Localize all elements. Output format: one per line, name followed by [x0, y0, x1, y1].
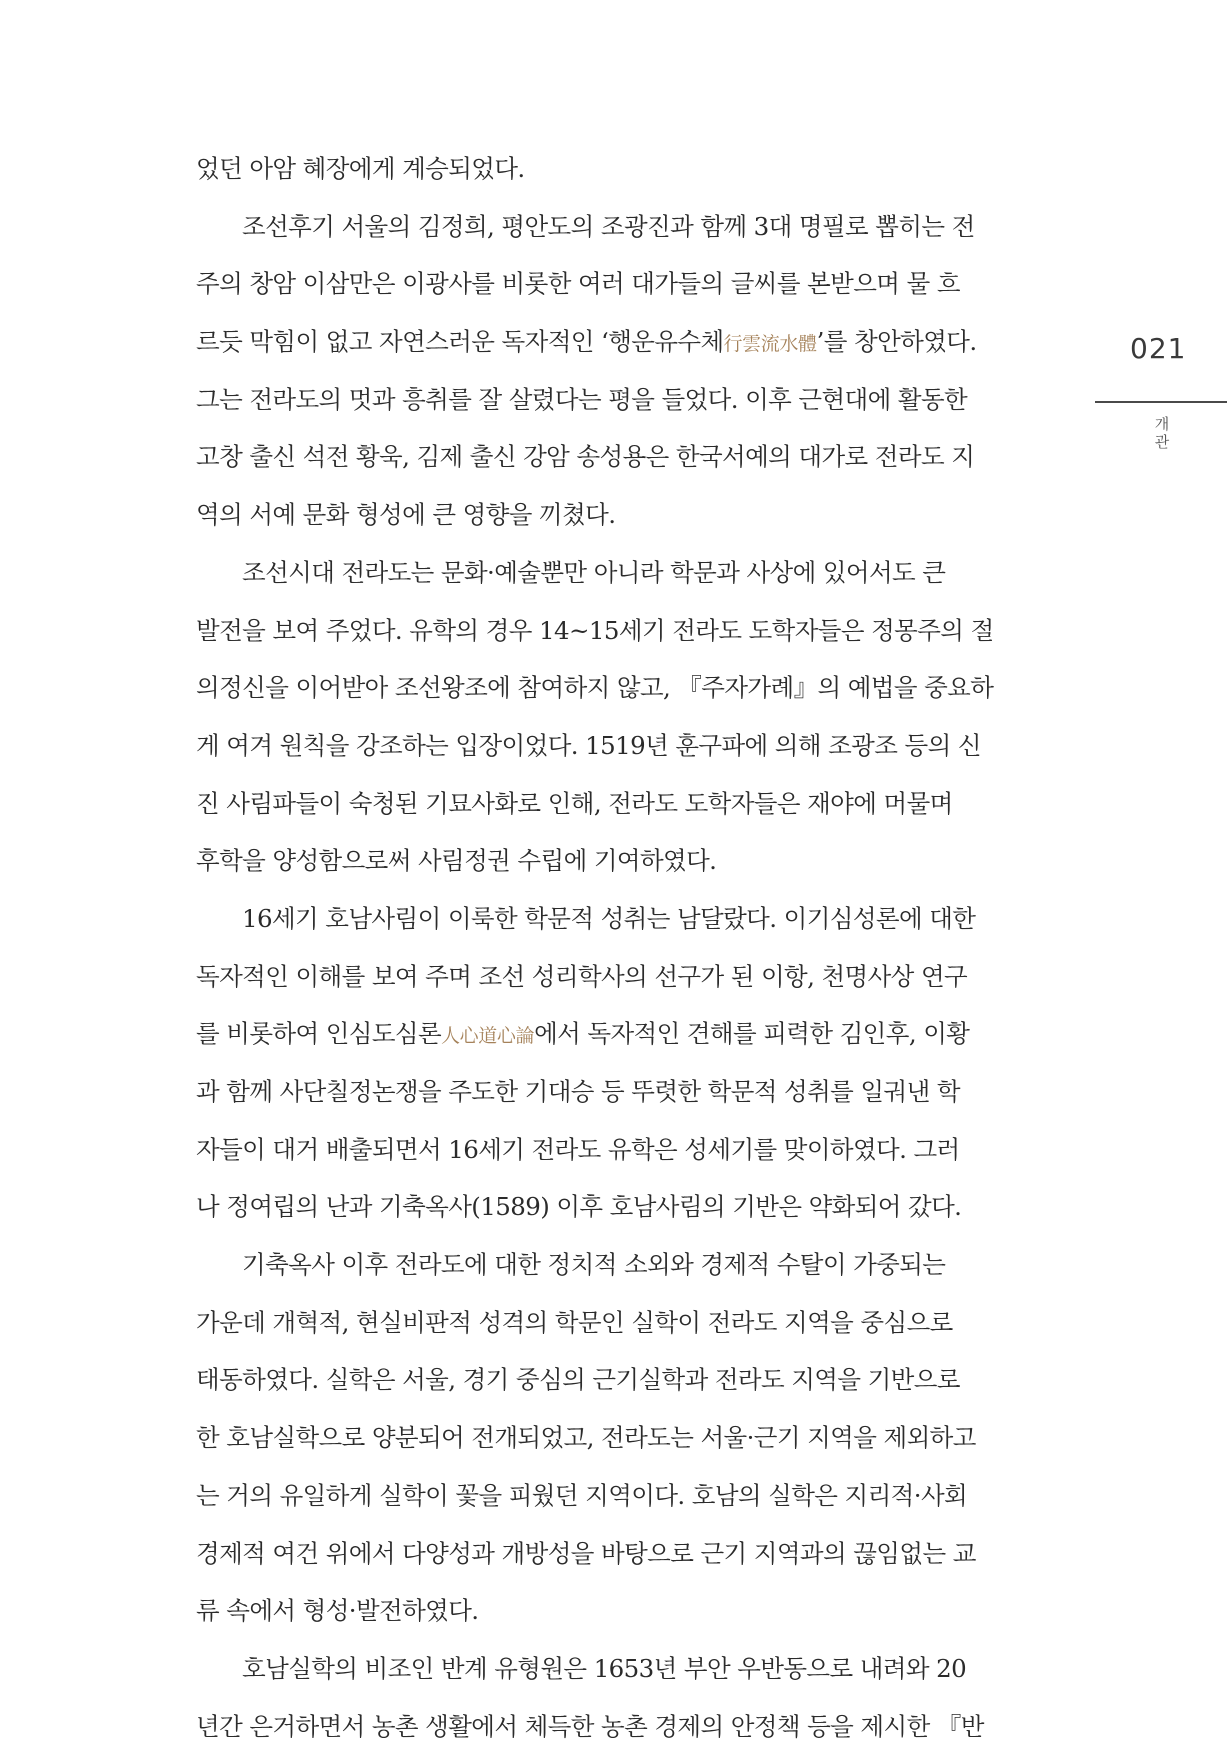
text-line [196, 1582, 944, 1640]
text-segment: 발전을 보여 주었다. 유학의 경우 14~15세기 전라도 도학자들은 정몽주의 절 [196, 615, 994, 645]
margin-divider [1095, 401, 1227, 403]
text-line [196, 198, 975, 256]
text-segment: ’를 창안하였다. [816, 327, 977, 357]
text-segment: 한 호남실학으로 양분되어 전개되었고, 전라도는 서울·근기 지역을 제외하고 [196, 1423, 976, 1453]
section-label-char: 개 [1154, 415, 1170, 433]
text-line [196, 313, 977, 371]
text-line [196, 659, 994, 717]
text-line [196, 1640, 967, 1698]
text-segment: 르듯 막힘이 없고 자연스러운 독자적인 ‘행운유수체 [196, 327, 724, 357]
text-line [196, 602, 994, 660]
text-segment: 가운데 개혁적, 현실비판적 성격의 학문인 실학이 전라도 지역을 중심으로 [196, 1307, 953, 1337]
text-line [196, 948, 968, 1006]
section-label [1150, 415, 1174, 451]
text-line [196, 1409, 976, 1467]
text-segment: 태동하였다. 실학은 서울, 경기 중심의 근기실학과 전라도 지역을 기반으로 [196, 1365, 960, 1395]
text-segment: 경제적 여건 위에서 다양성과 개방성을 바탕으로 근기 지역과의 끊임없는 교 [196, 1538, 976, 1568]
text-line [196, 255, 960, 313]
text-line [196, 717, 981, 775]
text-line [196, 1005, 970, 1063]
hanja-annotation: 行雲流水體 [723, 333, 817, 356]
text-line [196, 1178, 962, 1236]
text-segment: 자들이 대거 배출되면서 16세기 전라도 유학은 성세기를 맞이하였다. 그러 [196, 1134, 960, 1164]
text-segment: 의정신을 이어받아 조선왕조에 참여하지 않고, 『주자가례』의 예법을 중요하 [196, 673, 994, 703]
text-line [196, 1063, 960, 1121]
text-line [196, 1351, 960, 1409]
text-line [196, 1698, 984, 1755]
hanja-annotation: 人心道心論 [441, 1025, 535, 1048]
text-segment: 16세기 호남사림이 이룩한 학문적 성취는 남달랐다. 이기심성론에 대한 [242, 903, 976, 933]
text-line [196, 486, 944, 544]
text-segment: 류 속에서 형성·발전하였다. [196, 1596, 479, 1626]
text-segment: 를 비롯하여 인심도심론 [196, 1019, 442, 1049]
text-line [196, 1121, 960, 1179]
text-segment: 나 정여립의 난과 기축옥사(1589) 이후 호남사림의 기반은 약화되어 갔다. [196, 1192, 962, 1222]
text-segment: 조선시대 전라도는 문화·예술뿐만 아니라 학문과 사상에 있어서도 큰 [242, 557, 946, 587]
text-line [196, 428, 975, 486]
text-line [196, 775, 953, 833]
text-segment: 과 함께 사단칠정논쟁을 주도한 기대승 등 뚜렷한 학문적 성취를 일궈낸 학 [196, 1077, 960, 1106]
text-segment: 주의 창암 이삼만은 이광사를 비롯한 여러 대가들의 글씨를 본받으며 물 흐 [196, 269, 960, 299]
body-text [196, 140, 994, 1755]
text-line [196, 544, 944, 602]
text-segment: 호남실학의 비조인 반계 유형원은 1653년 부안 우반동으로 내려와 20 [242, 1653, 967, 1683]
text-line [196, 1525, 976, 1583]
text-line [196, 371, 968, 429]
text-segment: 조선후기 서울의 김정희, 평안도의 조광진과 함께 3대 명필로 뽑히는 전 [242, 211, 975, 241]
text-segment: 후학을 양성함으로써 사림정권 수립에 기여하였다. [196, 846, 717, 876]
section-label-char: 관 [1154, 433, 1170, 451]
text-segment: 진 사림파들이 숙청된 기묘사화로 인해, 전라도 도학자들은 재야에 머물며 [196, 788, 953, 818]
text-line [196, 890, 976, 948]
text-segment: 는 거의 유일하게 실학이 꽃을 피웠던 지역이다. 호남의 실학은 지리적·사회 [196, 1480, 968, 1510]
text-segment: 게 여겨 원칙을 강조하는 입장이었다. 1519년 훈구파에 의해 조광조 등의 신 [196, 730, 981, 760]
text-line [196, 832, 944, 890]
text-segment: 역의 서예 문화 형성에 큰 영향을 끼쳤다. [196, 500, 616, 530]
text-segment: 그는 전라도의 멋과 흥취를 잘 살렸다는 평을 들었다. 이후 근현대에 활동한 [196, 384, 968, 414]
text-segment: 독자적인 이해를 보여 주며 조선 성리학사의 선구가 된 이항, 천명사상 연구 [196, 961, 968, 991]
text-segment: 년간 은거하면서 농촌 생활에서 체득한 농촌 경제의 안정책 등을 제시한 『반 [196, 1711, 984, 1741]
text-line [196, 1467, 968, 1525]
text-segment: 고창 출신 석전 황욱, 김제 출신 강암 송성용은 한국서예의 대가로 전라도 지 [196, 442, 975, 472]
text-segment: 었던 아암 혜장에게 계승되었다. [196, 154, 525, 183]
page-number: 021 [1130, 332, 1187, 365]
text-line [196, 140, 944, 198]
text-line [196, 1236, 944, 1294]
text-segment: 기축옥사 이후 전라도에 대한 정치적 소외와 경제적 수탈이 가중되는 [242, 1250, 946, 1280]
text-line [196, 1294, 953, 1352]
text-segment: 에서 독자적인 견해를 피력한 김인후, 이황 [534, 1019, 970, 1049]
